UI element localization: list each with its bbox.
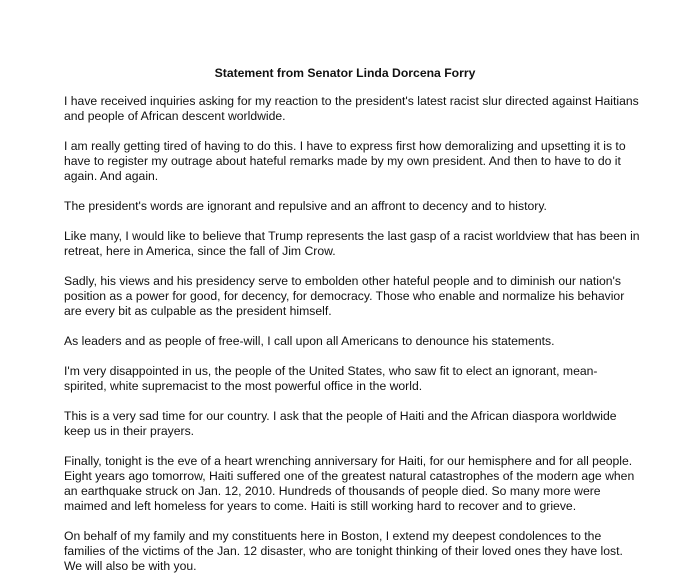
paragraph-4: Like many, I would like to believe that Trump represents the last gasp of a racist worldview that has been in retreat, here in America, since the fall of Jim Crow. (64, 229, 640, 258)
paragraph-3: The president's words are ignorant and repulsive and an affront to decency and to history. (64, 199, 547, 213)
paragraph-9: Finally, tonight is the eve of a heart wrenching anniversary for Haiti, for our hemisphere and for all people. Eight years ago tomorrow, Haiti suffered one of the greatest natural catastrophes of the modern age when an earthquake struck on Jan. 12, 2010. Hundreds of thousands of people died. So many more were maimed and left homeless for years to come. Haiti is still working hard to recover and to grieve. (64, 454, 635, 513)
paragraph-5: Sadly, his views and his presidency serve to embolden other hateful people and to diminish our nation's position as a power for good, for decency, for democracy. Those who enable and normalize his behavior are every bit as culpable as the president himself. (64, 274, 625, 318)
paragraph-6: As leaders and as people of free-will, I call upon all Americans to denounce his statements. (64, 334, 555, 348)
paragraph-7: I'm very disappointed in us, the people of the United States, who saw fit to elect an ignorant, mean-spirited, white supremacist to the most powerful office in the world. (64, 364, 598, 393)
paragraph-10: On behalf of my family and my constituents here in Boston, I extend my deepest condolences to the families of the victims of the Jan. 12 disaster, who are tonight thinking of their loved ones they have lost. We will also be with you. (64, 529, 623, 573)
paragraph-2: I am really getting tired of having to do this. I have to express first how demoralizing and upsetting it is to have to register my outrage about hateful remarks made by my own president. And then to have to do it again. And again. (64, 139, 626, 183)
statement-title: Statement from Senator Linda Dorcena Forry (214, 66, 476, 80)
paragraph-1: I have received inquiries asking for my reaction to the president's latest racist slur directed against Haitians and people of African descent worldwide. (64, 94, 639, 123)
paragraph-8: This is a very sad time for our country. I ask that the people of Haiti and the African diaspora worldwide keep us in their prayers. (64, 409, 617, 438)
